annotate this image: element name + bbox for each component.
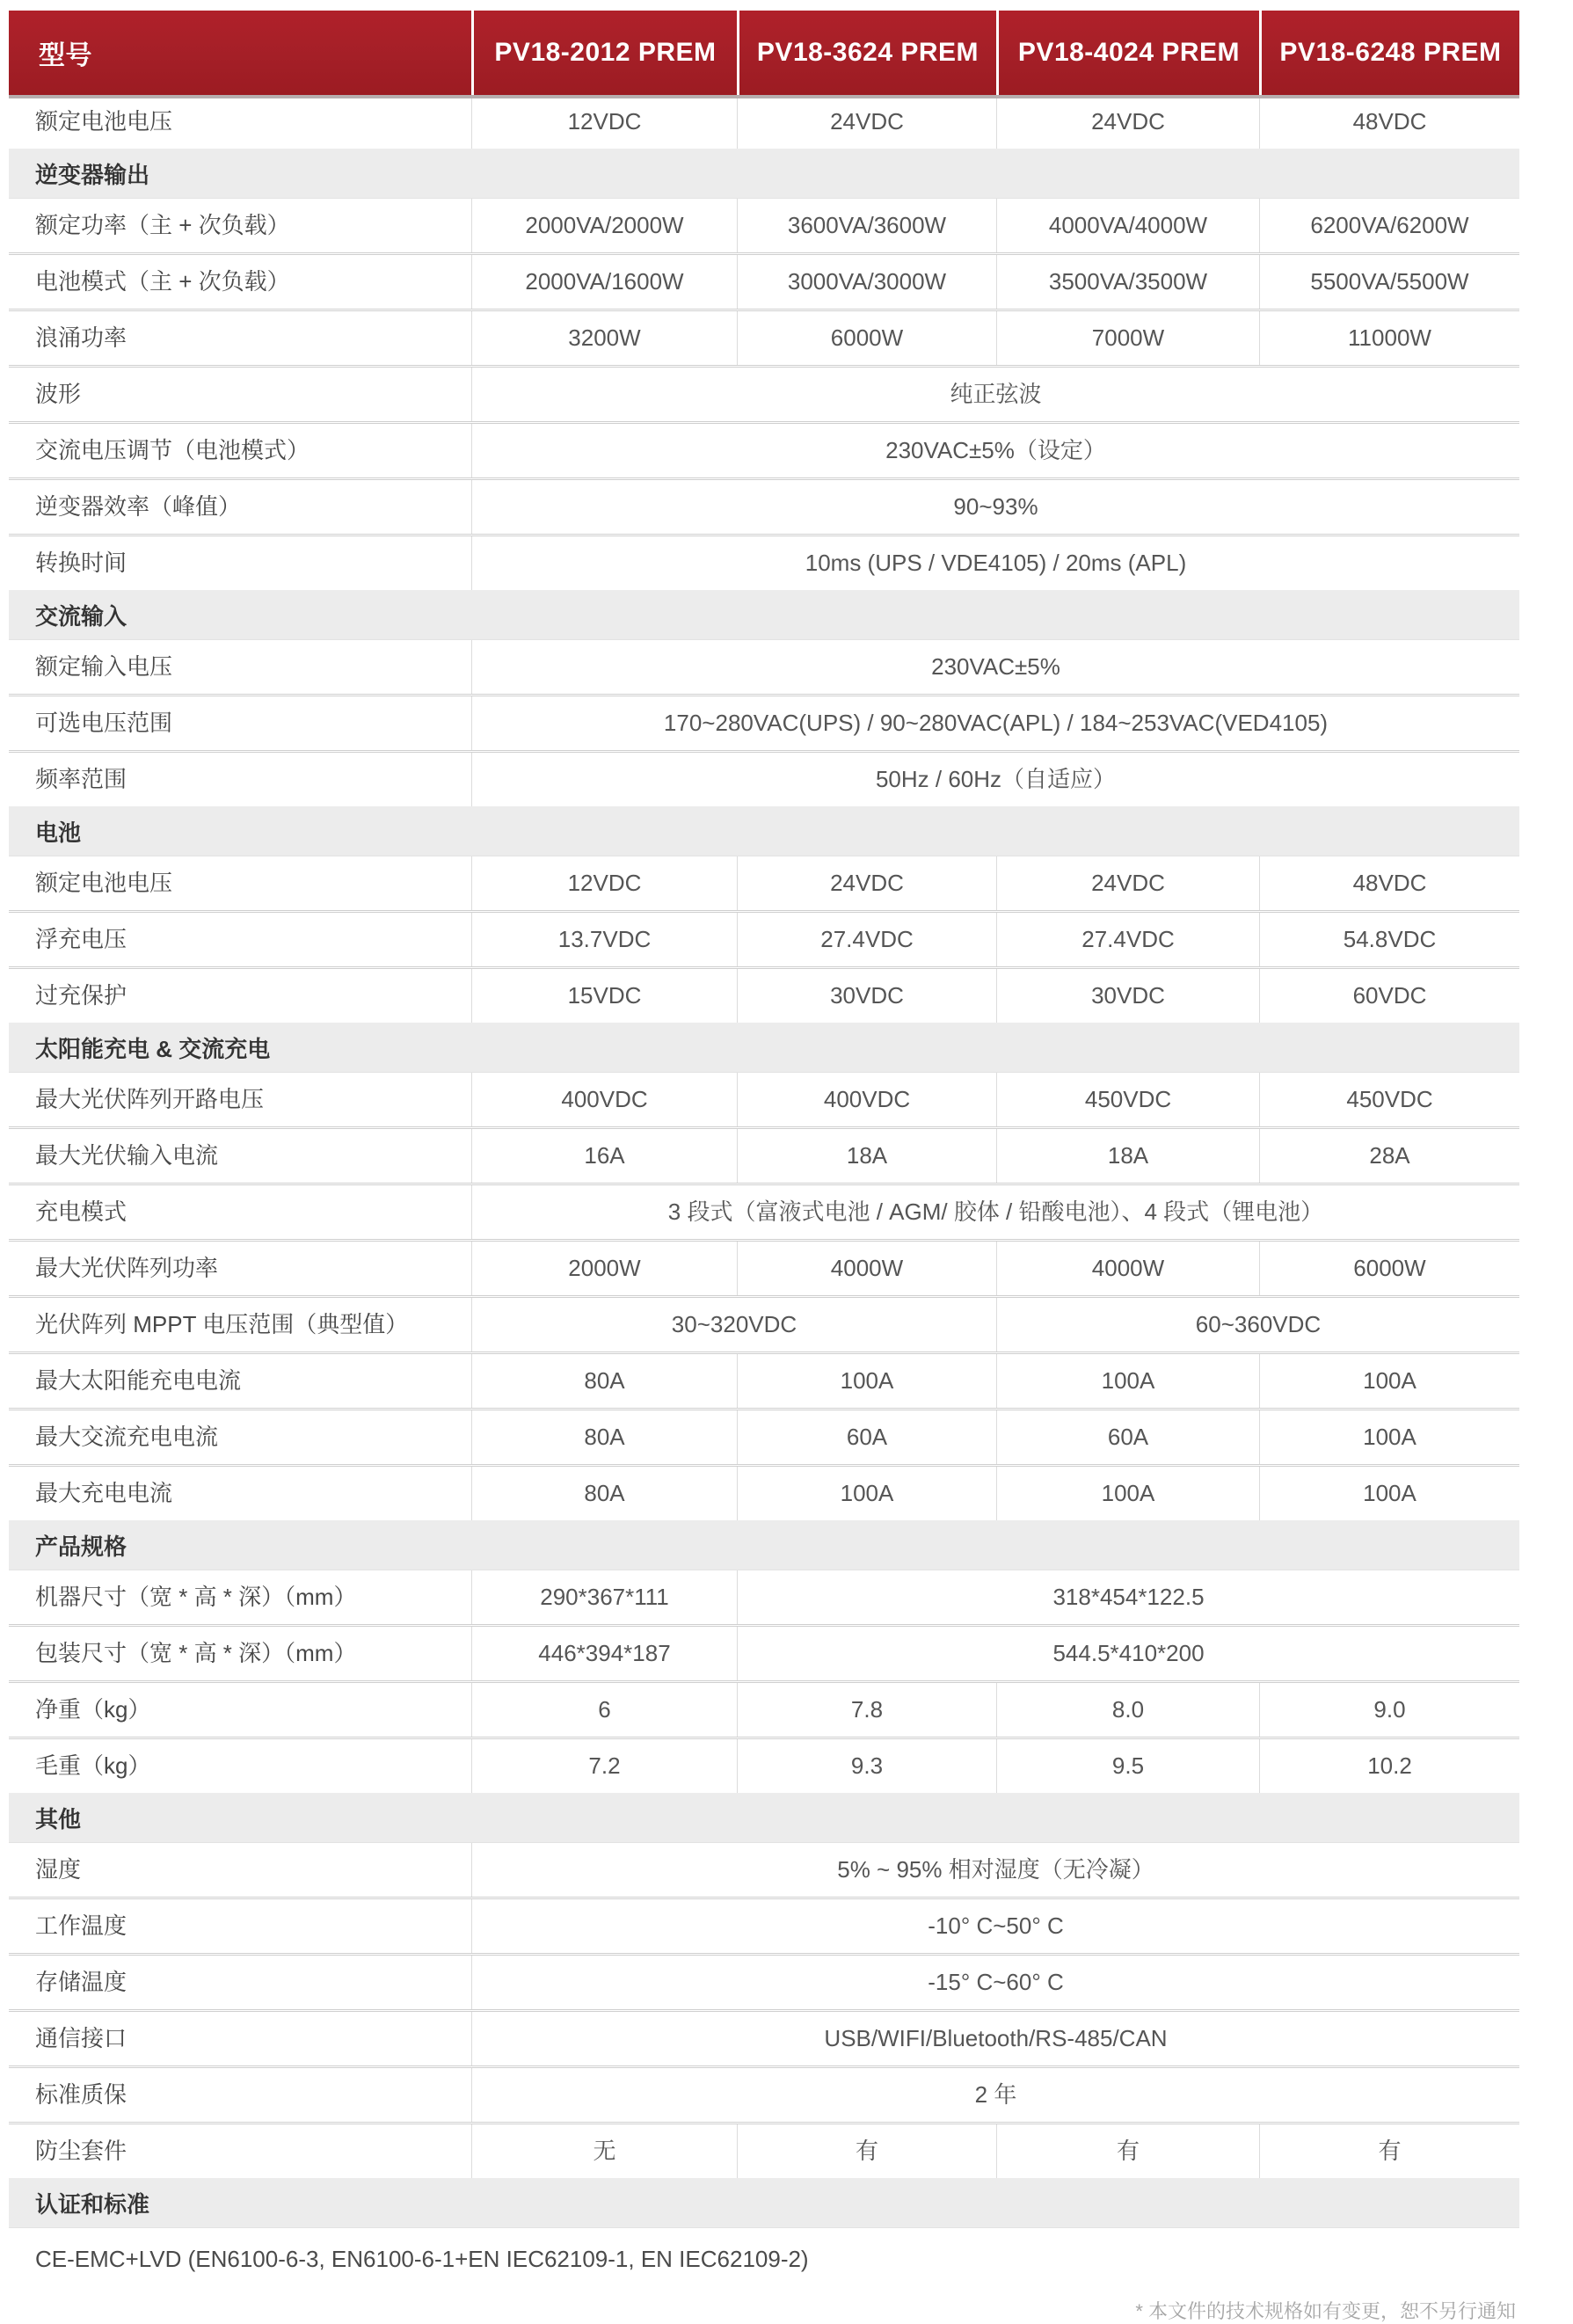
table-row — [9, 1298, 1519, 1354]
row-value: 13.7VDC — [471, 913, 737, 966]
row-value: 24VDC — [737, 95, 996, 149]
table-row — [9, 1129, 1519, 1185]
row-value: 100A — [1259, 1410, 1519, 1464]
row-label: 最大光伏阵列功率 — [35, 1255, 219, 1282]
row-value: 6000W — [737, 311, 996, 365]
row-label: 额定电池电压 — [35, 108, 173, 135]
row-value: 48VDC — [1259, 856, 1519, 910]
row-label: 工作温度 — [35, 1912, 127, 1940]
row-value: 7000W — [996, 311, 1259, 365]
row-value: 60A — [737, 1410, 996, 1464]
header-model-pv18-6248: PV18-6248 PREM — [1259, 11, 1519, 95]
row-value: 12VDC — [471, 856, 737, 910]
table-row — [9, 1467, 1519, 1520]
section-header — [9, 1023, 1519, 1073]
row-value: 80A — [471, 1467, 737, 1520]
row-value: 2000VA/1600W — [471, 255, 737, 309]
row-value-span: 230VAC±5% — [471, 640, 1519, 694]
row-label: 波形 — [35, 381, 82, 408]
table-row — [9, 95, 1519, 149]
table-row — [9, 480, 1519, 536]
spec-table — [9, 11, 1519, 2324]
row-label: 防尘套件 — [35, 2138, 127, 2165]
row-value: 3000VA/3000W — [737, 255, 996, 309]
row-value: 8.0 — [996, 1683, 1259, 1737]
row-label: 逆变器效率（峰值） — [35, 493, 242, 521]
row-value: 450VDC — [996, 1073, 1259, 1126]
header-model-pv18-2012: PV18-2012 PREM — [471, 11, 737, 95]
row-label: 最大光伏输入电流 — [35, 1142, 219, 1169]
row-value: 100A — [737, 1467, 996, 1520]
row-value: 9.3 — [737, 1739, 996, 1793]
table-row — [9, 2124, 1519, 2178]
row-value: 15VDC — [471, 969, 737, 1023]
table-row — [9, 1843, 1519, 1899]
row-value: 30VDC — [737, 969, 996, 1023]
row-value: 有 — [1259, 2124, 1519, 2178]
row-value: 4000W — [737, 1242, 996, 1295]
row-label: 净重（kg） — [35, 1696, 151, 1723]
row-label: 额定输入电压 — [35, 653, 173, 681]
table-row — [9, 856, 1519, 913]
row-label: 通信接口 — [35, 2025, 127, 2052]
section-header — [9, 1520, 1519, 1570]
row-value-left-span: 30~320VDC — [471, 1298, 996, 1351]
table-row — [9, 2012, 1519, 2068]
row-value: 100A — [996, 1467, 1259, 1520]
row-value-span: 2 年 — [471, 2068, 1519, 2122]
section-header — [9, 590, 1519, 640]
row-value: 6 — [471, 1683, 737, 1737]
row-value: 100A — [1259, 1467, 1519, 1520]
row-label: 转换时间 — [35, 550, 127, 577]
row-value: 9.0 — [1259, 1683, 1519, 1737]
row-value: 3500VA/3500W — [996, 255, 1259, 309]
row-label: 包装尺寸（宽 * 高 * 深）（mm） — [35, 1640, 357, 1667]
row-value-span: 170~280VAC(UPS) / 90~280VAC(APL) / 184~253VAC(VED4105) — [471, 696, 1519, 750]
row-value-span: 544.5*410*200 — [737, 1627, 1519, 1680]
section-label: 交流输入 — [35, 602, 127, 630]
row-value: 450VDC — [1259, 1073, 1519, 1126]
row-value: 60VDC — [1259, 969, 1519, 1023]
table-row — [9, 913, 1519, 969]
section-header — [9, 1793, 1519, 1843]
row-value-span: 5% ~ 95% 相对湿度（无冷凝） — [471, 1843, 1519, 1897]
table-row — [9, 1956, 1519, 2012]
table-row — [9, 1242, 1519, 1298]
certification-text: CE-EMC+LVD (EN6100-6-3, EN6100-6-1+EN IEC62109-1, EN IEC62109-2) — [35, 2245, 809, 2272]
row-value: 48VDC — [1259, 95, 1519, 149]
row-label: 交流电压调节（电池模式） — [35, 437, 310, 464]
section-label: 认证和标准 — [35, 2190, 150, 2218]
header-model-pv18-4024: PV18-4024 PREM — [996, 11, 1259, 95]
row-value: 7.8 — [737, 1683, 996, 1737]
row-value-span: 318*454*122.5 — [737, 1570, 1519, 1624]
table-row — [9, 424, 1519, 480]
section-label: 其他 — [35, 1805, 82, 1832]
row-value-span: -15° C~60° C — [471, 1956, 1519, 2009]
row-value-span: 90~93% — [471, 480, 1519, 534]
row-label: 存储温度 — [35, 1969, 127, 1996]
row-value: 24VDC — [737, 856, 996, 910]
row-value: 28A — [1259, 1129, 1519, 1183]
table-row — [9, 1627, 1519, 1683]
table-row — [9, 199, 1519, 255]
table-row — [9, 311, 1519, 368]
table-row — [9, 1410, 1519, 1467]
row-value: 11000W — [1259, 311, 1519, 365]
row-value: 有 — [737, 2124, 996, 2178]
row-value: 6200VA/6200W — [1259, 199, 1519, 252]
table-body — [9, 95, 1519, 2281]
row-label: 最大太阳能充电电流 — [35, 1367, 242, 1395]
row-label: 标准质保 — [35, 2081, 127, 2109]
row-value: 27.4VDC — [737, 913, 996, 966]
section-label: 电池 — [35, 819, 82, 846]
row-label: 充电模式 — [35, 1198, 127, 1226]
footer-note: * 本文件的技术规格如有变更，恕不另行通知 — [1135, 2300, 1516, 2322]
row-value-span: USB/WIFI/Bluetooth/RS-485/CAN — [471, 2012, 1519, 2065]
header-model-pv18-3624: PV18-3624 PREM — [737, 11, 996, 95]
row-value-span: 纯正弦波 — [471, 368, 1519, 421]
table-row — [9, 368, 1519, 424]
table-row — [9, 536, 1519, 590]
row-value: 100A — [996, 1354, 1259, 1408]
row-value-span: 230VAC±5%（设定） — [471, 424, 1519, 477]
row-value: 80A — [471, 1354, 737, 1408]
row-label: 毛重（kg） — [35, 1752, 151, 1780]
row-value: 4000W — [996, 1242, 1259, 1295]
row-value-span: -10° C~50° C — [471, 1899, 1519, 1953]
row-value: 5500VA/5500W — [1259, 255, 1519, 309]
row-value: 2000W — [471, 1242, 737, 1295]
row-label: 最大交流充电电流 — [35, 1424, 219, 1451]
row-value: 24VDC — [996, 856, 1259, 910]
row-value: 60A — [996, 1410, 1259, 1464]
section-header — [9, 149, 1519, 199]
table-row — [9, 2068, 1519, 2124]
table-row — [9, 1683, 1519, 1739]
table-row — [9, 696, 1519, 753]
row-value: 7.2 — [471, 1739, 737, 1793]
row-value: 9.5 — [996, 1739, 1259, 1793]
row-label: 浮充电压 — [35, 926, 127, 953]
row-value: 80A — [471, 1410, 737, 1464]
row-value-span: 50Hz / 60Hz（自适应） — [471, 753, 1519, 806]
row-label: 机器尺寸（宽 * 高 * 深）（mm） — [35, 1584, 357, 1611]
table-row — [9, 255, 1519, 311]
row-label: 额定电池电压 — [35, 870, 173, 897]
section-header — [9, 806, 1519, 856]
table-row — [9, 1185, 1519, 1242]
header-model-label: 型号 — [39, 41, 92, 70]
row-value-span: 3 段式（富液式电池 / AGM/ 胶体 / 铅酸电池）、4 段式（锂电池） — [471, 1185, 1519, 1239]
row-label: 光伏阵列 MPPT 电压范围（典型值） — [35, 1311, 409, 1338]
row-value: 4000VA/4000W — [996, 199, 1259, 252]
row-value: 400VDC — [471, 1073, 737, 1126]
row-value: 16A — [471, 1129, 737, 1183]
row-value: 10.2 — [1259, 1739, 1519, 1793]
row-value: 有 — [996, 2124, 1259, 2178]
row-value: 400VDC — [737, 1073, 996, 1126]
section-label: 逆变器输出 — [35, 161, 150, 188]
row-label: 浪涌功率 — [35, 324, 127, 352]
table-row — [9, 1073, 1519, 1129]
row-value: 290*367*111 — [471, 1570, 737, 1624]
row-value: 12VDC — [471, 95, 737, 149]
row-value: 100A — [1259, 1354, 1519, 1408]
row-label: 最大光伏阵列开路电压 — [35, 1086, 265, 1113]
row-value: 6000W — [1259, 1242, 1519, 1295]
table-row — [9, 1899, 1519, 1956]
row-value: 18A — [737, 1129, 996, 1183]
row-label: 过充保护 — [35, 982, 127, 1009]
section-label: 太阳能充电 & 交流充电 — [35, 1035, 271, 1062]
row-value: 3200W — [471, 311, 737, 365]
row-label: 额定功率（主 + 次负载） — [35, 212, 290, 239]
table-row — [9, 969, 1519, 1023]
table-row — [9, 1739, 1519, 1793]
row-value: 3600VA/3600W — [737, 199, 996, 252]
table-row — [9, 1570, 1519, 1627]
row-value: 54.8VDC — [1259, 913, 1519, 966]
row-value: 18A — [996, 1129, 1259, 1183]
table-header-row — [9, 11, 1519, 95]
row-label: 频率范围 — [35, 766, 127, 793]
section-label: 产品规格 — [35, 1533, 127, 1560]
row-value: 27.4VDC — [996, 913, 1259, 966]
row-label: 湿度 — [35, 1856, 82, 1883]
row-value: 24VDC — [996, 95, 1259, 149]
row-value: 无 — [471, 2124, 737, 2178]
row-label: 可选电压范围 — [35, 710, 173, 737]
table-row — [9, 753, 1519, 806]
row-value: 2000VA/2000W — [471, 199, 737, 252]
row-label: 最大充电电流 — [35, 1480, 173, 1507]
row-value-right-span: 60~360VDC — [996, 1298, 1519, 1351]
row-value-span: 10ms (UPS / VDE4105) / 20ms (APL) — [471, 536, 1519, 590]
row-value: 100A — [737, 1354, 996, 1408]
table-row — [9, 640, 1519, 696]
row-label: 电池模式（主 + 次负载） — [35, 268, 290, 295]
section-header — [9, 2178, 1519, 2228]
row-value: 30VDC — [996, 969, 1259, 1023]
row-value: 446*394*187 — [471, 1627, 737, 1680]
table-row — [9, 1354, 1519, 1410]
